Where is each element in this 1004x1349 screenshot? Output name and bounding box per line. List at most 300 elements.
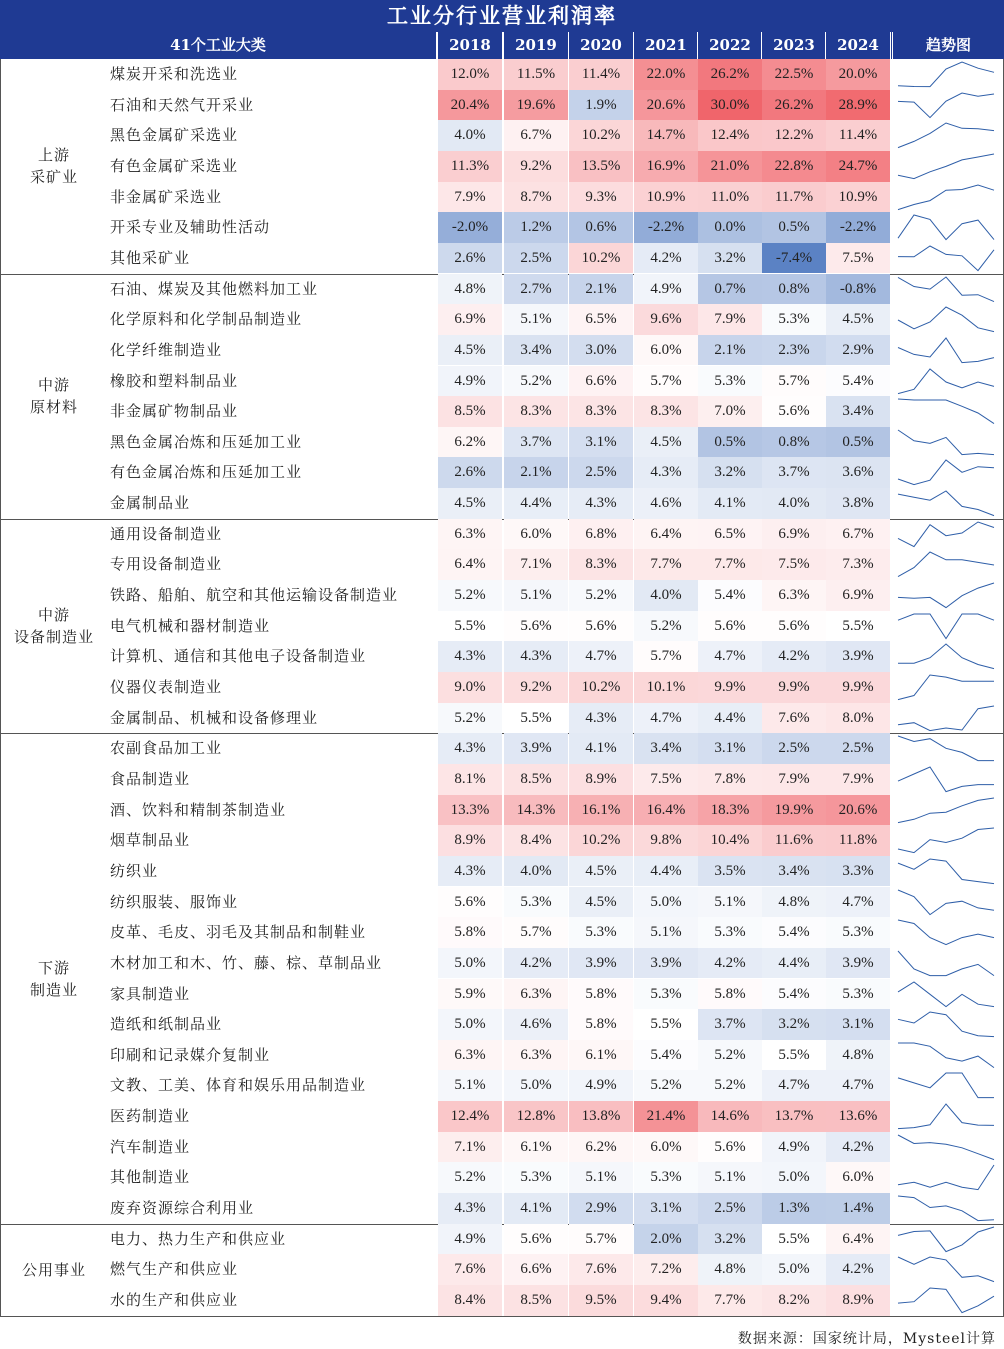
value-cell: 4.9% (762, 1132, 826, 1163)
industry-label: 纺织服装、服饰业 (110, 892, 239, 911)
value-cell: 8.9% (569, 764, 633, 795)
industry-label: 开采专业及辅助性活动 (110, 218, 271, 237)
value-cell: 6.3% (504, 1040, 568, 1071)
value-cell: 6.5% (698, 519, 762, 550)
value-cell: 4.3% (504, 641, 568, 672)
industry-label: 黑色金属冶炼和压延加工业 (110, 432, 303, 451)
trend-sparkline (898, 457, 994, 488)
value-cell: 19.9% (762, 795, 826, 826)
value-cell: 6.3% (438, 1040, 502, 1071)
value-cell: 5.4% (762, 979, 826, 1010)
value-cell: 12.4% (698, 120, 762, 151)
sparkline-path (898, 798, 994, 823)
value-cell: 7.3% (826, 549, 890, 580)
value-cell: 5.1% (698, 887, 762, 918)
value-cell: 12.4% (438, 1101, 502, 1132)
value-cell: 4.0% (634, 580, 698, 611)
industry-label: 黑色金属矿采选业 (110, 126, 239, 145)
industry-label: 皮革、毛皮、羽毛及其制品和制鞋业 (110, 923, 367, 942)
group-label: 下游 制造业 (29, 958, 78, 999)
value-cell: -2.2% (826, 212, 890, 243)
value-cell: 6.3% (504, 979, 568, 1010)
sparkline-path (898, 982, 994, 1007)
value-cell: 4.2% (826, 1254, 890, 1285)
value-cell: 4.7% (762, 1070, 826, 1101)
sparkline-path (898, 338, 994, 363)
value-cell: 6.6% (504, 1254, 568, 1285)
value-cell: 5.2% (634, 1070, 698, 1101)
trend-sparkline (898, 764, 994, 795)
industry-label: 有色金属冶炼和压延加工业 (110, 463, 303, 482)
value-cell: 11.6% (762, 825, 826, 856)
value-cell: 8.3% (504, 396, 568, 427)
sparkline-path (898, 1257, 994, 1282)
value-cell: 0.5% (762, 212, 826, 243)
header-trend: 趋势图 (892, 32, 1004, 59)
industry-label: 铁路、船舶、航空和其他运输设备制造业 (110, 586, 399, 605)
industry-label: 金属制品、机械和设备修理业 (110, 708, 319, 727)
value-cell: 8.3% (569, 549, 633, 580)
value-cell: 26.2% (698, 59, 762, 90)
value-cell: 5.1% (569, 1162, 633, 1193)
sparkline-path (898, 1135, 994, 1160)
value-cell: 11.8% (826, 825, 890, 856)
value-cell: 4.3% (438, 1193, 502, 1224)
value-cell: 6.4% (438, 549, 502, 580)
sparkline-path (898, 767, 994, 792)
value-cell: 6.5% (569, 304, 633, 335)
value-cell: 3.9% (569, 948, 633, 979)
value-cell: 5.5% (504, 703, 568, 734)
sparkline-path (898, 890, 994, 915)
sparkline-path (898, 1012, 994, 1037)
value-cell: 8.9% (826, 1285, 890, 1316)
left-border (0, 59, 1, 1316)
trend-sparkline (898, 1070, 994, 1101)
trend-sparkline (898, 90, 994, 121)
value-cell: 8.3% (569, 396, 633, 427)
value-cell: 5.3% (826, 917, 890, 948)
value-cell: -7.4% (762, 243, 826, 274)
value-cell: 12.2% (762, 120, 826, 151)
value-cell: 5.8% (569, 979, 633, 1010)
value-cell: 6.4% (634, 519, 698, 550)
value-cell: 22.8% (762, 151, 826, 182)
value-cell: 4.2% (762, 641, 826, 672)
value-cell: 12.0% (438, 59, 502, 90)
value-cell: 4.1% (569, 733, 633, 764)
value-cell: 5.6% (438, 887, 502, 918)
sparkline-path (898, 399, 994, 424)
value-cell: 10.4% (698, 825, 762, 856)
value-cell: 10.2% (569, 243, 633, 274)
value-cell: 13.7% (762, 1101, 826, 1132)
value-cell: 9.6% (634, 304, 698, 335)
value-cell: 10.2% (569, 120, 633, 151)
trend-sparkline (898, 917, 994, 948)
sparkline-path (898, 1288, 994, 1313)
header-year-2022: 2022 (697, 32, 762, 59)
value-cell: 6.4% (826, 1224, 890, 1255)
industry-label: 酒、饮料和精制茶制造业 (110, 800, 287, 819)
value-cell: 9.0% (438, 672, 502, 703)
value-cell: 5.8% (569, 1009, 633, 1040)
value-cell: 8.9% (438, 825, 502, 856)
industry-label: 废弃资源综合利用业 (110, 1199, 255, 1218)
value-cell: 4.5% (438, 335, 502, 366)
value-cell: 1.3% (762, 1193, 826, 1224)
value-cell: 8.1% (438, 764, 502, 795)
industry-label: 有色金属矿采选业 (110, 156, 239, 175)
value-cell: 6.2% (438, 427, 502, 458)
value-cell: 13.3% (438, 795, 502, 826)
value-cell: 4.5% (634, 427, 698, 458)
sparkline-path (898, 154, 994, 179)
value-cell: 4.4% (634, 856, 698, 887)
value-cell: 4.5% (438, 488, 502, 519)
value-cell: 4.7% (634, 703, 698, 734)
value-cell: 3.1% (826, 1009, 890, 1040)
value-cell: 18.3% (698, 795, 762, 826)
value-cell: 7.6% (438, 1254, 502, 1285)
value-cell: 4.5% (569, 856, 633, 887)
value-cell: 7.5% (826, 243, 890, 274)
value-cell: 4.4% (762, 948, 826, 979)
value-cell: 3.1% (634, 1193, 698, 1224)
industry-label: 专用设备制造业 (110, 555, 223, 574)
value-cell: 9.9% (826, 672, 890, 703)
trend-sparkline (898, 703, 994, 734)
sparkline-path (898, 951, 994, 976)
value-cell: 5.0% (438, 948, 502, 979)
value-cell: 7.9% (826, 764, 890, 795)
value-cell: 4.3% (438, 733, 502, 764)
value-cell: 5.3% (634, 1162, 698, 1193)
value-cell: 3.1% (698, 733, 762, 764)
value-cell: 2.6% (438, 243, 502, 274)
trend-sparkline (898, 59, 994, 90)
industry-label: 煤炭开采和洗选业 (110, 65, 239, 83)
value-cell: 20.0% (826, 59, 890, 90)
value-cell: 7.1% (504, 549, 568, 580)
value-cell: -2.0% (438, 212, 502, 243)
value-cell: 5.1% (634, 917, 698, 948)
industry-label: 水的生产和供应业 (110, 1291, 239, 1309)
value-cell: 3.1% (569, 427, 633, 458)
trend-sparkline (898, 672, 994, 703)
value-cell: 7.7% (698, 549, 762, 580)
value-cell: 9.9% (762, 672, 826, 703)
value-cell: 6.1% (504, 1132, 568, 1163)
value-cell: 1.4% (826, 1193, 890, 1224)
value-cell: 6.0% (504, 519, 568, 550)
trend-sparkline (898, 304, 994, 335)
value-cell: 9.4% (634, 1285, 698, 1316)
value-cell: 3.9% (504, 733, 568, 764)
industry-label: 医药制造业 (110, 1107, 191, 1126)
value-cell: 5.5% (438, 611, 502, 642)
value-cell: 7.5% (762, 549, 826, 580)
value-cell: 0.8% (762, 427, 826, 458)
sparkline-path (898, 277, 994, 302)
trend-sparkline (898, 580, 994, 611)
trend-sparkline (898, 1162, 994, 1193)
value-cell: 14.7% (634, 120, 698, 151)
value-cell: 11.5% (504, 59, 568, 90)
value-cell: 0.5% (826, 427, 890, 458)
value-cell: 5.7% (634, 366, 698, 397)
sparkline-path (898, 1073, 994, 1098)
value-cell: 5.1% (504, 304, 568, 335)
value-cell: 2.5% (826, 733, 890, 764)
group-label: 上游 采矿业 (29, 146, 78, 187)
trend-sparkline (898, 274, 994, 305)
industry-label: 印刷和记录媒介复制业 (110, 1045, 271, 1064)
trend-sparkline (898, 519, 994, 550)
value-cell: 13.6% (826, 1101, 890, 1132)
value-cell: 3.7% (762, 457, 826, 488)
value-cell: 2.3% (762, 335, 826, 366)
value-cell: 4.8% (826, 1040, 890, 1071)
group-divider (0, 1316, 1004, 1317)
value-cell: 2.1% (569, 274, 633, 305)
header-year-2023: 2023 (761, 32, 826, 59)
header-year-2024: 2024 (825, 32, 890, 59)
value-cell: 4.7% (569, 641, 633, 672)
trend-sparkline (898, 1101, 994, 1132)
value-cell: 11.7% (762, 182, 826, 213)
value-cell: 6.6% (569, 366, 633, 397)
value-cell: 5.7% (634, 641, 698, 672)
value-cell: 5.5% (826, 611, 890, 642)
value-cell: 5.6% (698, 1132, 762, 1163)
value-cell: 3.3% (826, 856, 890, 887)
value-cell: 3.9% (826, 641, 890, 672)
value-cell: 3.4% (826, 396, 890, 427)
value-cell: 2.5% (504, 243, 568, 274)
value-cell: 8.2% (762, 1285, 826, 1316)
value-cell: 6.8% (569, 519, 633, 550)
sparkline-path (898, 859, 994, 884)
trend-sparkline (898, 182, 994, 213)
trend-sparkline (898, 488, 994, 519)
value-cell: 0.8% (762, 274, 826, 305)
value-cell: 8.5% (438, 396, 502, 427)
industry-label: 农副食品加工业 (110, 739, 223, 758)
value-cell: 5.2% (698, 1040, 762, 1071)
value-cell: 4.0% (504, 856, 568, 887)
value-cell: 2.5% (762, 733, 826, 764)
value-cell: 5.0% (634, 887, 698, 918)
value-cell: 4.7% (826, 1070, 890, 1101)
value-cell: 4.4% (504, 488, 568, 519)
industry-label: 金属制品业 (110, 494, 191, 513)
value-cell: 3.7% (698, 1009, 762, 1040)
value-cell: 5.4% (762, 917, 826, 948)
sparkline-path (898, 522, 994, 547)
value-cell: 7.9% (762, 764, 826, 795)
group-label: 中游 原材料 (29, 376, 78, 417)
sparkline-path (898, 920, 994, 945)
value-cell: 5.6% (762, 396, 826, 427)
industry-label: 电气机械和器材制造业 (110, 616, 271, 635)
value-cell: 16.1% (569, 795, 633, 826)
value-cell: 13.8% (569, 1101, 633, 1132)
sparkline-path (898, 246, 994, 271)
value-cell: 4.6% (504, 1009, 568, 1040)
value-cell: 3.2% (698, 243, 762, 274)
value-cell: 4.4% (698, 703, 762, 734)
value-cell: 30.0% (698, 90, 762, 121)
value-cell: 4.3% (438, 641, 502, 672)
value-cell: 5.7% (569, 1224, 633, 1255)
value-cell: 6.1% (569, 1040, 633, 1071)
value-cell: 28.9% (826, 90, 890, 121)
value-cell: 5.3% (698, 917, 762, 948)
trend-sparkline (898, 427, 994, 458)
value-cell: 9.2% (504, 151, 568, 182)
trend-sparkline (898, 733, 994, 764)
value-cell: 7.5% (634, 764, 698, 795)
value-cell: 7.8% (698, 764, 762, 795)
value-cell: 3.4% (762, 856, 826, 887)
value-cell: 3.7% (504, 427, 568, 458)
value-cell: 9.8% (634, 825, 698, 856)
value-cell: 8.3% (634, 396, 698, 427)
value-cell: 4.3% (438, 856, 502, 887)
value-cell: 5.5% (762, 1040, 826, 1071)
value-cell: 4.1% (504, 1193, 568, 1224)
value-cell: 6.9% (826, 580, 890, 611)
value-cell: 3.2% (762, 1009, 826, 1040)
value-cell: 0.0% (698, 212, 762, 243)
value-cell: 7.6% (569, 1254, 633, 1285)
value-cell: 5.3% (762, 304, 826, 335)
value-cell: 2.6% (438, 457, 502, 488)
value-cell: 6.7% (826, 519, 890, 550)
value-cell: 7.2% (634, 1254, 698, 1285)
value-cell: 4.7% (698, 641, 762, 672)
value-cell: 5.3% (826, 979, 890, 1010)
value-cell: 10.2% (569, 672, 633, 703)
sparkline-path (898, 1165, 994, 1190)
value-cell: 4.3% (634, 457, 698, 488)
value-cell: 5.5% (634, 1009, 698, 1040)
header-year-2021: 2021 (633, 32, 698, 59)
industry-label: 橡胶和塑料制品业 (110, 371, 239, 390)
value-cell: 5.2% (698, 1070, 762, 1101)
industry-label: 化学原料和化学制品制造业 (110, 310, 303, 329)
value-cell: 4.0% (438, 120, 502, 151)
sparkline-path (898, 307, 994, 332)
sparkline-path (898, 706, 994, 731)
value-cell: 8.7% (504, 182, 568, 213)
sparkline-path (898, 123, 994, 148)
value-cell: 4.8% (438, 274, 502, 305)
value-cell: 5.6% (698, 611, 762, 642)
value-cell: 19.6% (504, 90, 568, 121)
value-cell: 14.3% (504, 795, 568, 826)
value-cell: 6.0% (634, 1132, 698, 1163)
value-cell: 6.9% (438, 304, 502, 335)
value-cell: 9.9% (698, 672, 762, 703)
value-cell: 5.3% (569, 917, 633, 948)
value-cell: 3.6% (826, 457, 890, 488)
sparkline-path (898, 675, 994, 700)
value-cell: 12.8% (504, 1101, 568, 1132)
value-cell: 5.3% (634, 979, 698, 1010)
value-cell: 5.0% (504, 1070, 568, 1101)
sparkline-path (898, 93, 994, 118)
industry-label: 燃气生产和供应业 (110, 1260, 239, 1279)
trend-sparkline (898, 243, 994, 274)
value-cell: 5.7% (762, 366, 826, 397)
value-cell: 5.2% (438, 580, 502, 611)
value-cell: 4.5% (569, 887, 633, 918)
value-cell: 5.2% (634, 611, 698, 642)
trend-sparkline (898, 396, 994, 427)
value-cell: 5.2% (504, 366, 568, 397)
source-note: 数据来源：国家统计局，Mysteel计算 (737, 1331, 996, 1347)
chart-title: 工业分行业营业利润率 (0, 0, 1004, 32)
value-cell: 5.6% (504, 611, 568, 642)
sparkline-path (898, 460, 994, 485)
value-cell: 3.9% (634, 948, 698, 979)
value-cell: 4.2% (634, 243, 698, 274)
value-cell: 9.2% (504, 672, 568, 703)
industry-label: 造纸和纸制品业 (110, 1015, 223, 1034)
value-cell: 5.1% (438, 1070, 502, 1101)
value-cell: 5.3% (504, 1162, 568, 1193)
value-cell: 3.5% (698, 856, 762, 887)
value-cell: 10.2% (569, 825, 633, 856)
value-cell: 7.1% (438, 1132, 502, 1163)
sparkline-path (898, 430, 994, 455)
value-cell: 5.0% (438, 1009, 502, 1040)
industry-label: 其他采矿业 (110, 248, 191, 267)
value-cell: 3.8% (826, 488, 890, 519)
value-cell: 4.9% (569, 1070, 633, 1101)
trend-sparkline (898, 1254, 994, 1285)
sparkline-path (898, 491, 994, 516)
value-cell: 24.7% (826, 151, 890, 182)
trend-sparkline (898, 1009, 994, 1040)
trend-sparkline (898, 1132, 994, 1163)
value-cell: 22.5% (762, 59, 826, 90)
value-cell: 8.4% (504, 825, 568, 856)
group-label: 公用事业 (21, 1260, 86, 1279)
value-cell: 8.4% (438, 1285, 502, 1316)
value-cell: 4.6% (634, 488, 698, 519)
value-cell: 2.7% (504, 274, 568, 305)
industry-label: 石油和天然气开采业 (110, 95, 255, 114)
trend-sparkline (898, 366, 994, 397)
value-cell: 5.0% (762, 1162, 826, 1193)
sparkline-path (898, 215, 994, 240)
value-cell: 0.6% (569, 212, 633, 243)
value-cell: 1.9% (569, 90, 633, 121)
sparkline-path (898, 1227, 994, 1252)
sparkline-path (898, 614, 994, 639)
sparkline-path (898, 1196, 994, 1221)
value-cell: 11.3% (438, 151, 502, 182)
value-cell: 5.3% (698, 366, 762, 397)
trend-sparkline (898, 887, 994, 918)
value-cell: 6.9% (762, 519, 826, 550)
value-cell: 11.0% (698, 182, 762, 213)
value-cell: 8.5% (504, 1285, 568, 1316)
value-cell: 5.7% (504, 917, 568, 948)
